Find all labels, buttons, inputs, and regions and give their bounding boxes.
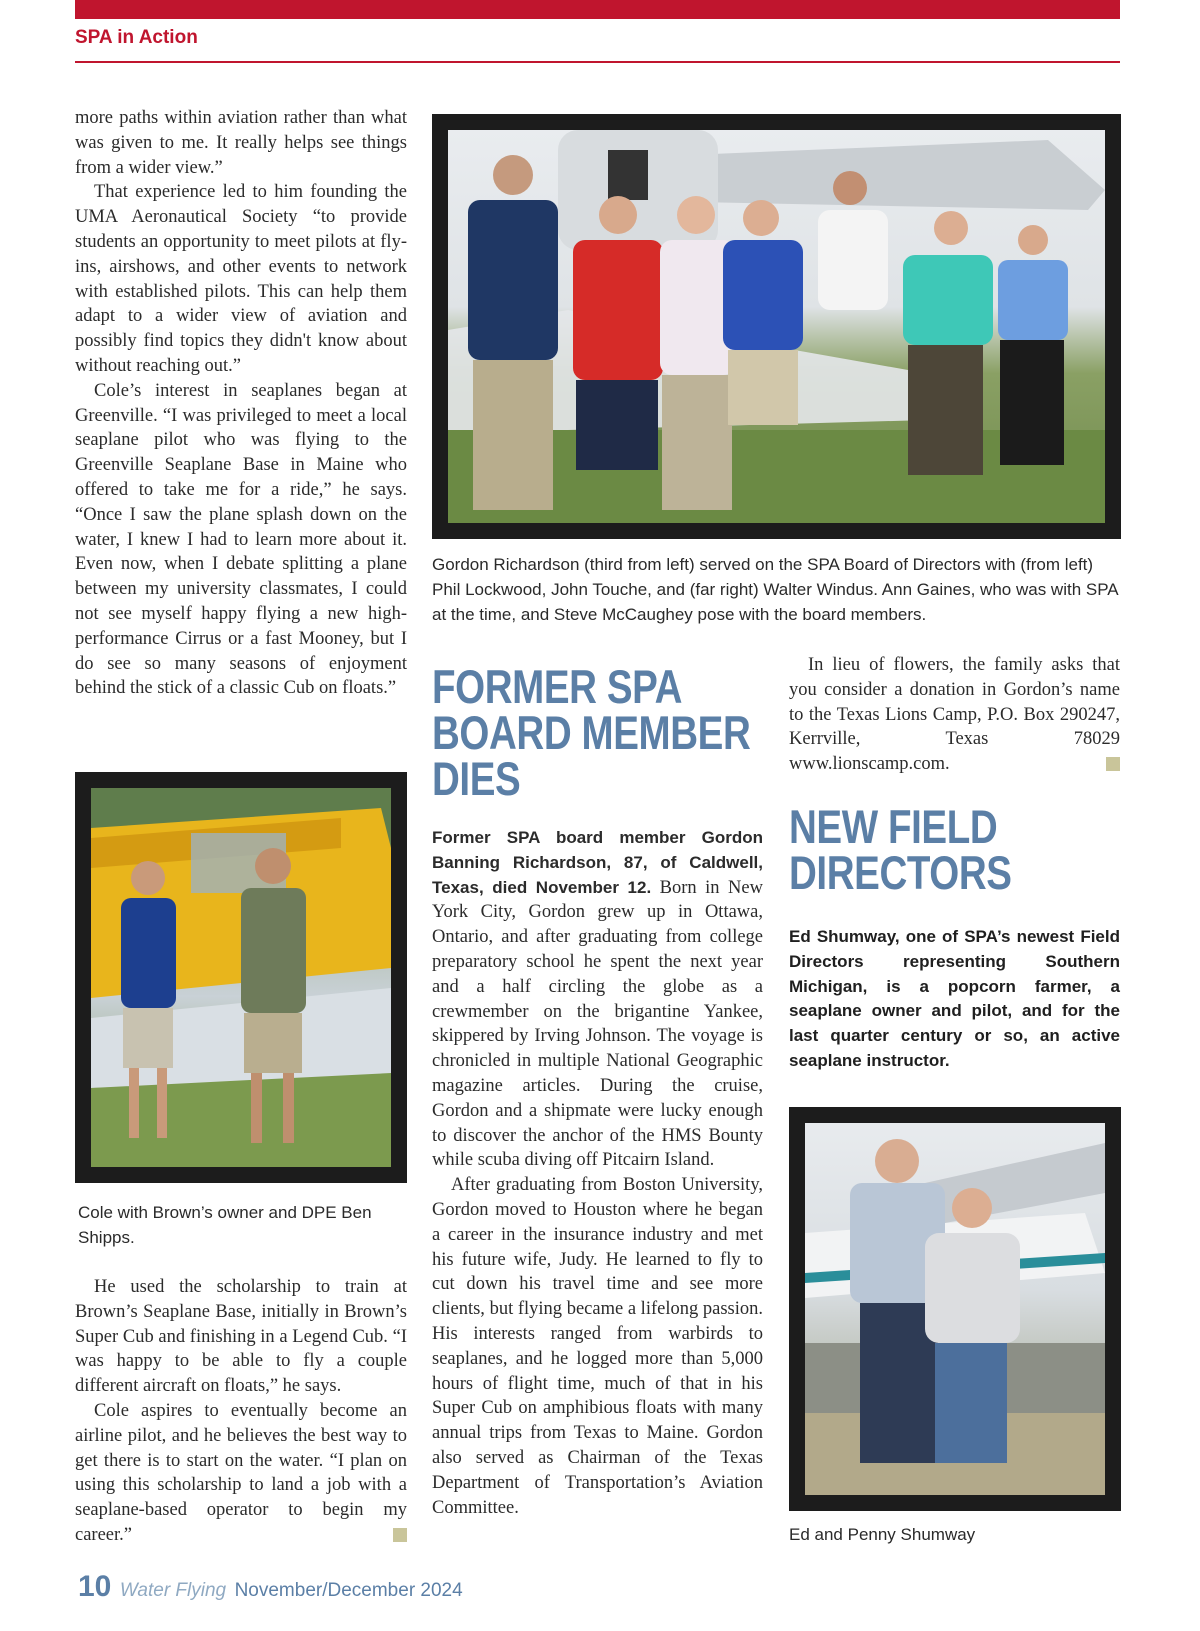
cole-photo-caption: Cole with Brown’s owner and DPE Ben Shipps.	[78, 1203, 372, 1247]
headline-line: BOARD MEMBER	[432, 706, 751, 759]
paragraph	[432, 826, 763, 1173]
column-1-bottom-text	[75, 1275, 407, 1548]
paragraph: more paths within aviation rather than what was given to me. It really helps see things from a wider view.”	[75, 108, 407, 178]
paragraph: That experience led to him founding the UMA Aeronautical Society “to provide students an opportunity to meet pilots at fly-ins, airshows, and other events to network with established pilots. This can help them adapt to a wider view of aviation and possibly find topics they didn't know about without reaching out.”	[75, 182, 407, 376]
obituary-article-continuation	[789, 653, 1120, 777]
paragraph: Cole’s interest in seaplanes began at Greenville. “I was privileged to meet a local seaplane pilot who was flying to the Greenville Seaplane Base in Maine who offered to take me for a ride,” he says. “Once I saw the plane splash down on the water, I knew I had to learn more about it. Even now, when I debate splitting a plane between my university classmates, I could not see myself happy flying a new high-performance Cirrus or a fast Mooney, but I do see so many seasons of enjoyment behind the stick of a classic Cub on floats.”	[75, 380, 407, 699]
paragraph-text: Born in New York City, Gordon grew up in Ottawa, Ontario, and after graduating from college preparatory school he spent the next year and a half circling the globe as a crewmember on the brigantine Yankee, skippered by Irving Johnson. The voyage is chronicled in multiple National Geographic magazine articles. During the cruise, Gordon and a shipmate were lucky enough to discover the anchor of the HMS Bounty while scuba diving off Pitcairn Island.	[432, 877, 763, 1171]
board-photo-caption: Gordon Richardson (third from left) served on the SPA Board of Directors with (from left) Phil Lockwood, John Touche, and (far right) Walter Windus. Ann Gaines, who was with SPA at the time, and Steve McCaughey pose with the board members.	[432, 555, 1118, 624]
headline-line: NEW FIELD	[789, 800, 998, 853]
top-color-bar	[75, 0, 1120, 19]
paragraph	[75, 1399, 407, 1548]
end-of-article-mark	[393, 1528, 407, 1542]
headline-line: FORMER SPA	[432, 660, 682, 713]
article-lead: Former SPA board member Gordon Banning Richardson, 87, of Caldwell, Texas, died November 12.	[432, 828, 763, 897]
paragraph: After graduating from Boston University, Gordon moved to Houston where he began a career in the insurance industry and met his future wife, Judy. He learned to fly to cut down his travel time and see more clients, but flying became a lifelong passion. His interests ranged from warbirds to seaplanes, and he logged more than 5,000 hours of flight time, much of that in his Super Cub on amphibious floats with many annual trips from Texas to Maine. Gordon also served as Chairman of the Texas Department of Transportation’s Aviation Committee.	[432, 1175, 763, 1518]
headline-line: DIRECTORS	[789, 846, 1012, 899]
board-photo-illustration	[448, 130, 1105, 523]
cole-photo	[91, 788, 391, 1167]
page-number: 10	[78, 1570, 112, 1603]
shumway-photo	[805, 1123, 1105, 1495]
publication-name: Water Flying	[119, 1580, 227, 1601]
paragraph-text: Cole aspires to eventually become an airline pilot, and he believes the best way to get there is to start on the water. “I plan on using this scholarship to land a job with a seaplane-based operator to begin my career.”	[75, 1400, 407, 1545]
board-photo	[448, 130, 1105, 523]
headline-line: DIES	[432, 752, 521, 805]
cole-photo-illustration	[91, 788, 391, 1167]
paragraph: He used the scholarship to train at Brown’s Seaplane Base, initially in Brown’s Super Cub and finishing in a Legend Cub. “I was happy to be able to fly a couple different aircraft on floats,” he says.	[75, 1277, 407, 1397]
section-rule	[75, 61, 1120, 63]
shumway-photo-caption: Ed and Penny Shumway	[789, 1525, 976, 1544]
headline-former-spa-board-member	[432, 660, 760, 805]
board-photo-frame	[432, 114, 1121, 539]
section-label: SPA in Action	[75, 27, 198, 48]
column-1-top-text	[75, 106, 407, 701]
paragraph	[789, 653, 1120, 777]
field-directors-lead: Ed Shumway, one of SPA’s newest Field Directors representing Southern Michigan, is a popcorn farmer, a seaplane owner and pilot, and for the last quarter century or so, an active seaplane instructor.	[789, 927, 1120, 1070]
cole-photo-frame	[75, 772, 407, 1183]
shumway-photo-frame	[789, 1107, 1121, 1511]
paragraph-text: In lieu of flowers, the family asks that you consider a donation in Gordon’s name to the Texas Lions Camp, P.O. Box 290247, Kerrville, Texas 78029 www.lionscamp.com.	[789, 655, 1120, 775]
headline-new-field-directors	[789, 800, 1117, 899]
shumway-photo-illustration	[805, 1123, 1105, 1495]
page-footer	[78, 1570, 463, 1604]
obituary-article-body	[432, 826, 763, 1520]
issue-date: November/December 2024	[234, 1580, 463, 1601]
end-of-article-mark	[1106, 757, 1120, 771]
